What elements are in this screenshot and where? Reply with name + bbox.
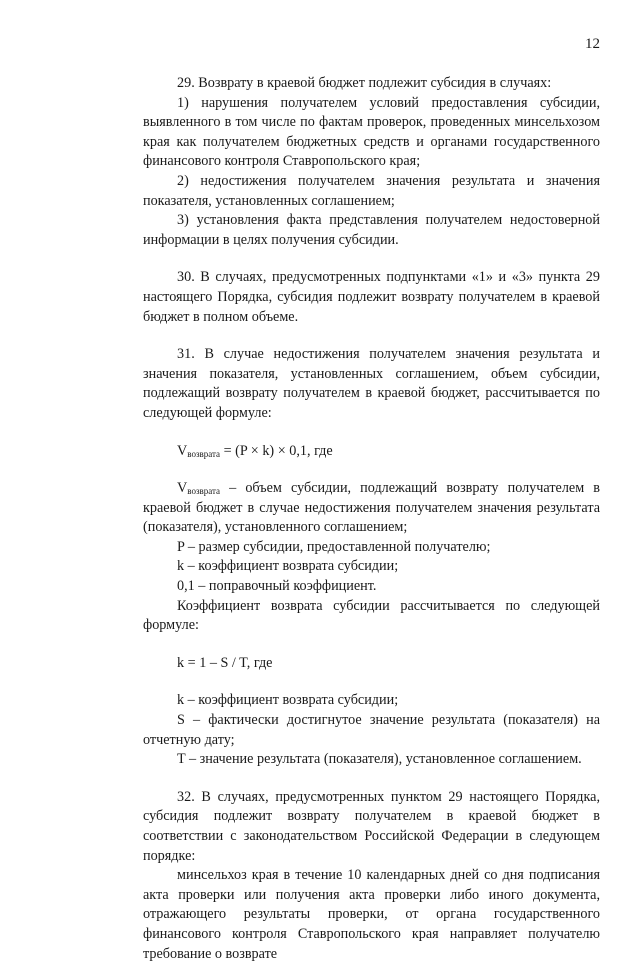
spacer <box>143 327 600 345</box>
definition-v-text: – объем субсидии, подлежащий возврату получателем в краевой бюджет в случае недостижения получателем значения результата (показателя), установленного соглашением; <box>143 480 600 536</box>
formula-v-symbol: V <box>177 442 188 459</box>
coefficient-intro: Коэффициент возврата субсидии рассчитывается по следующей формуле: <box>143 597 600 634</box>
paragraph-31: 31. В случае недостижения получателем значения результата и значения показателя, установленных соглашением, объем субсидии, подлежащий возврату получателем в краевой бюджет, рассчитывается по следующей формуле: <box>143 346 600 421</box>
paragraph-29-item-2: 2) недостижения получателем значения результата и значения показателя, установленных соглашением; <box>143 172 600 209</box>
paragraph-30: 30. В случаях, предусмотренных подпунктами «1» и «3» пункта 29 настоящего Порядка, субсидия подлежит возврату получателем в краевой бюджет в полном объеме. <box>143 269 600 325</box>
paragraph-29-item-1: 1) нарушения получателем условий предоставления субсидии, выявленного в том числе по фактам проверок, проведенных минсельхозом края как получателем бюджетных средств и органами государственного финансового контроля Ставропольского края; <box>143 94 600 170</box>
definition-v-subscript: возврата <box>187 486 221 497</box>
formula-v-return <box>143 442 600 462</box>
spacer <box>143 673 600 691</box>
formula-v-subscript: возврата <box>187 448 221 459</box>
paragraph-32-procedure: минсельхоз края в течение 10 календарных дней со дня подписания акта проверки или получения акта проверки либо иного документа, отражающего результаты проверки, от органа государственного финансового контроля Ставропольского края направляет получателю требование о возврате <box>143 867 600 962</box>
paragraph-29-item-3: 3) установления факта представления получателем недостоверной информации в целях получения субсидии. <box>143 212 600 248</box>
definition-v-return <box>143 479 600 538</box>
spacer <box>143 461 600 479</box>
definition-p: P – размер субсидии, предоставленной получателю; <box>177 538 491 555</box>
paragraph-29: 29. Возврату в краевой бюджет подлежит субсидия в случаях: <box>177 75 552 91</box>
formula-k: k = 1 – S / T, где <box>177 654 273 671</box>
paragraph-32: 32. В случаях, предусмотренных пунктом 29 настоящего Порядка, субсидия подлежит возврату получателем в краевой бюджет в соответствии с законодательством Российской Федерации в следующем порядке: <box>143 788 600 864</box>
spacer <box>143 424 600 442</box>
definition-correction: 0,1 – поправочный коэффициент. <box>177 578 377 595</box>
definition-v-symbol: V <box>177 480 188 497</box>
page-number: 12 <box>585 36 600 52</box>
definition-s: S – фактически достигнутое значение результата (показателя) на отчетную дату; <box>143 712 600 748</box>
definition-k: k – коэффициент возврата субсидии; <box>177 558 399 575</box>
spacer <box>143 636 600 654</box>
spacer <box>143 250 600 268</box>
formula-v-expression: = (P × k) × 0,1, где <box>220 442 333 459</box>
definition-t: T – значение результата (показателя), установленное соглашением. <box>177 751 582 768</box>
spacer <box>143 770 600 788</box>
definition-k-2: k – коэффициент возврата субсидии; <box>177 692 399 709</box>
document-body <box>143 74 600 964</box>
